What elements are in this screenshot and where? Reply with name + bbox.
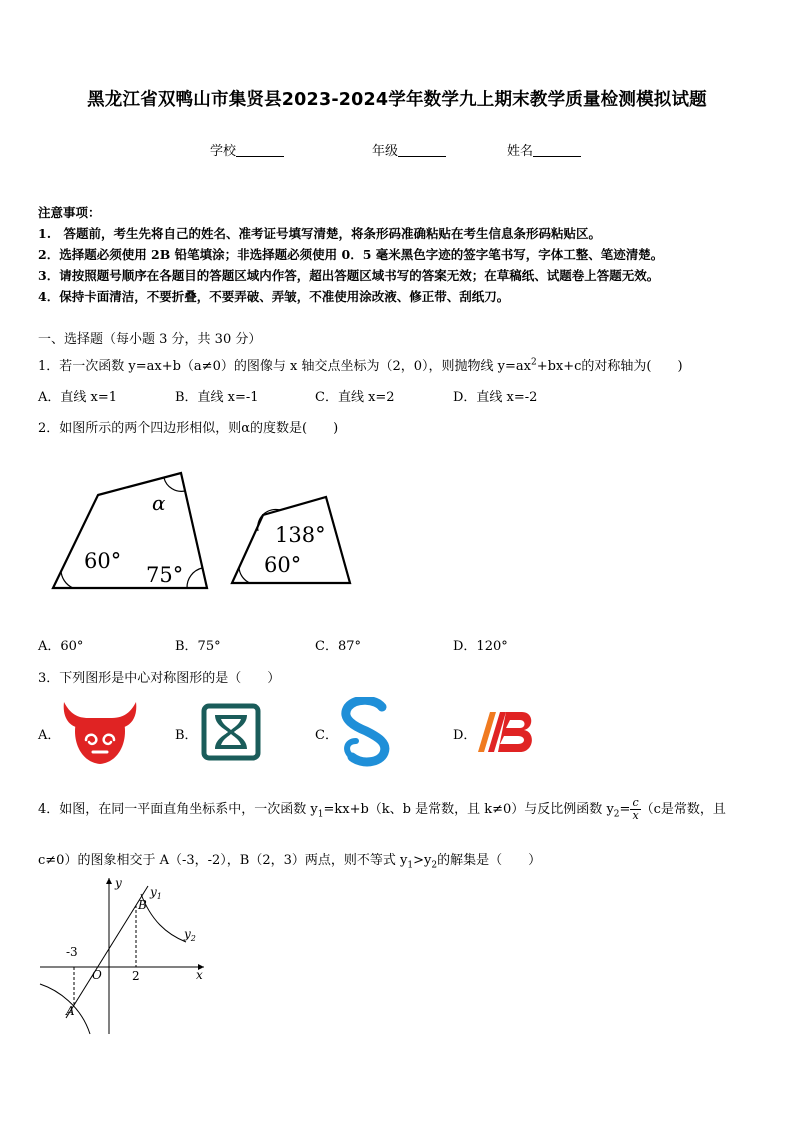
tick-neg3-label: -3: [66, 945, 78, 959]
notes-heading: 注意事项：: [38, 205, 101, 220]
question-4-line-2: [38, 849, 541, 871]
large-angle-arc-60: [61, 570, 73, 588]
question-3: 3．下列图形是中心对称图形的是（ ）: [38, 671, 281, 686]
q3-option-b-label: B．: [175, 728, 198, 743]
large-angle-arc-75: [187, 568, 202, 588]
hyperbola-branch-1: [141, 894, 186, 942]
point-a-label: A: [66, 1004, 75, 1018]
q4-line2-text-c: 的解集是（ ）: [437, 853, 542, 868]
y1-label: $y_1$: [150, 885, 162, 901]
q1-text-end: +bx+c的对称轴为( ): [536, 359, 683, 374]
section-heading: 一、选择题（每小题 3 分，共 30 分）: [38, 332, 262, 347]
q4-text-b: =kx+b（k、b 是常数，且 k≠0）与反比例函数 y: [323, 802, 614, 817]
question-1: [38, 355, 683, 374]
note-item: 1. 答题前，考生先将自己的姓名、准考证号填写清楚，将条形码准确粘贴在考生信息条形码粘贴区。: [38, 226, 602, 241]
grade-field: [372, 140, 446, 159]
alpha-label: α: [152, 491, 166, 515]
q1-option-a: A．直线 x=1: [38, 390, 118, 405]
grade-label: 年级: [372, 144, 399, 159]
q4-sub1: 1: [317, 809, 324, 820]
q2-option-d: D．120°: [453, 639, 508, 654]
q2-quadrilaterals-figure: [40, 465, 370, 595]
angle-60-label: 60°: [84, 549, 122, 573]
name-blank: [533, 144, 581, 157]
q3-option-d-label: D．: [453, 728, 477, 743]
note-item: 3．请按照题号顺序在各题目的答题区域内作答，超出答题区域书写的答案无效；在草稿纸、试题卷上答题无效。: [38, 268, 660, 283]
q2-option-a: A．60°: [38, 639, 84, 654]
q4-text-c: =: [619, 802, 631, 817]
q4-line2-sub2: 2: [431, 860, 438, 871]
b-logo-icon: [476, 708, 538, 756]
small-angle-arc-60: [239, 567, 250, 583]
q4-line2-text-b: >y: [413, 853, 432, 868]
bull-logo-icon: [60, 700, 140, 766]
page-title: 黑龙江省双鸭山市集贤县2023-2024学年数学九上期末教学质量检测模拟试题: [87, 90, 707, 110]
question-2: 2．如图所示的两个四边形相似，则α的度数是( ): [38, 421, 339, 436]
frac-numerator: c: [630, 797, 640, 810]
tick-2-label: 2: [132, 969, 140, 983]
school-field: [210, 140, 284, 159]
q1-text: 1．若一次函数 y=ax+b（a≠0）的图像与 x 轴交点坐标为（2，0），则抛物线 y=ax: [38, 359, 531, 374]
frac-denominator: x: [632, 809, 639, 822]
name-field: [507, 140, 581, 159]
q1-option-c: C．直线 x=2: [315, 390, 395, 405]
hourglass-logo-icon: [201, 703, 261, 761]
point-b-label: B: [138, 898, 147, 912]
q4-text-d: （c是常数，且: [640, 802, 726, 817]
school-blank: [236, 144, 284, 157]
large-quadrilateral: [53, 473, 207, 588]
q4-graph-figure: [36, 872, 216, 1042]
q1-sup: 2: [530, 357, 537, 368]
c-over-x-fraction: [630, 797, 640, 822]
q4-text: 4．如图，在同一平面直角坐标系中，一次函数 y: [38, 802, 318, 817]
note-item: 4．保持卡面清洁，不要折叠，不要弄破、弄皱，不准使用涂改液、修正带、刮纸刀。: [38, 289, 510, 304]
question-4: [38, 797, 726, 822]
q4-line2-text: c≠0）的图象相交于 A（-3，-2），B（2，3）两点，则不等式 y: [38, 853, 408, 868]
angle-138-label: 138°: [275, 523, 326, 547]
origin-label: O: [92, 968, 102, 982]
q4-line2-sub1: 1: [407, 860, 414, 871]
school-label: 学校: [210, 144, 237, 159]
y-axis-label: y: [115, 876, 122, 890]
q3-option-c-label: C．: [315, 728, 338, 743]
q1-option-b: B．直线 x=-1: [175, 390, 259, 405]
note-item: 2．选择题必须使用 2B 铅笔填涂；非选择题必须使用 0．5 毫米黑色字迹的签字笔书写，字体工整、笔迹清楚。: [38, 247, 664, 262]
s-logo-icon: [338, 697, 396, 767]
name-label: 姓名: [507, 144, 534, 159]
angle-75-label: 75°: [146, 563, 184, 587]
y2-label: $y_2$: [184, 927, 196, 943]
q2-option-b: B．75°: [175, 639, 221, 654]
angle-60-small-label: 60°: [264, 553, 302, 577]
q2-option-c: C．87°: [315, 639, 361, 654]
q3-option-a-label: A．: [38, 728, 61, 743]
grade-blank: [398, 144, 446, 157]
x-axis-label: x: [196, 968, 203, 982]
q4-sub2: 2: [613, 809, 620, 820]
q1-option-d: D．直线 x=-2: [453, 390, 538, 405]
